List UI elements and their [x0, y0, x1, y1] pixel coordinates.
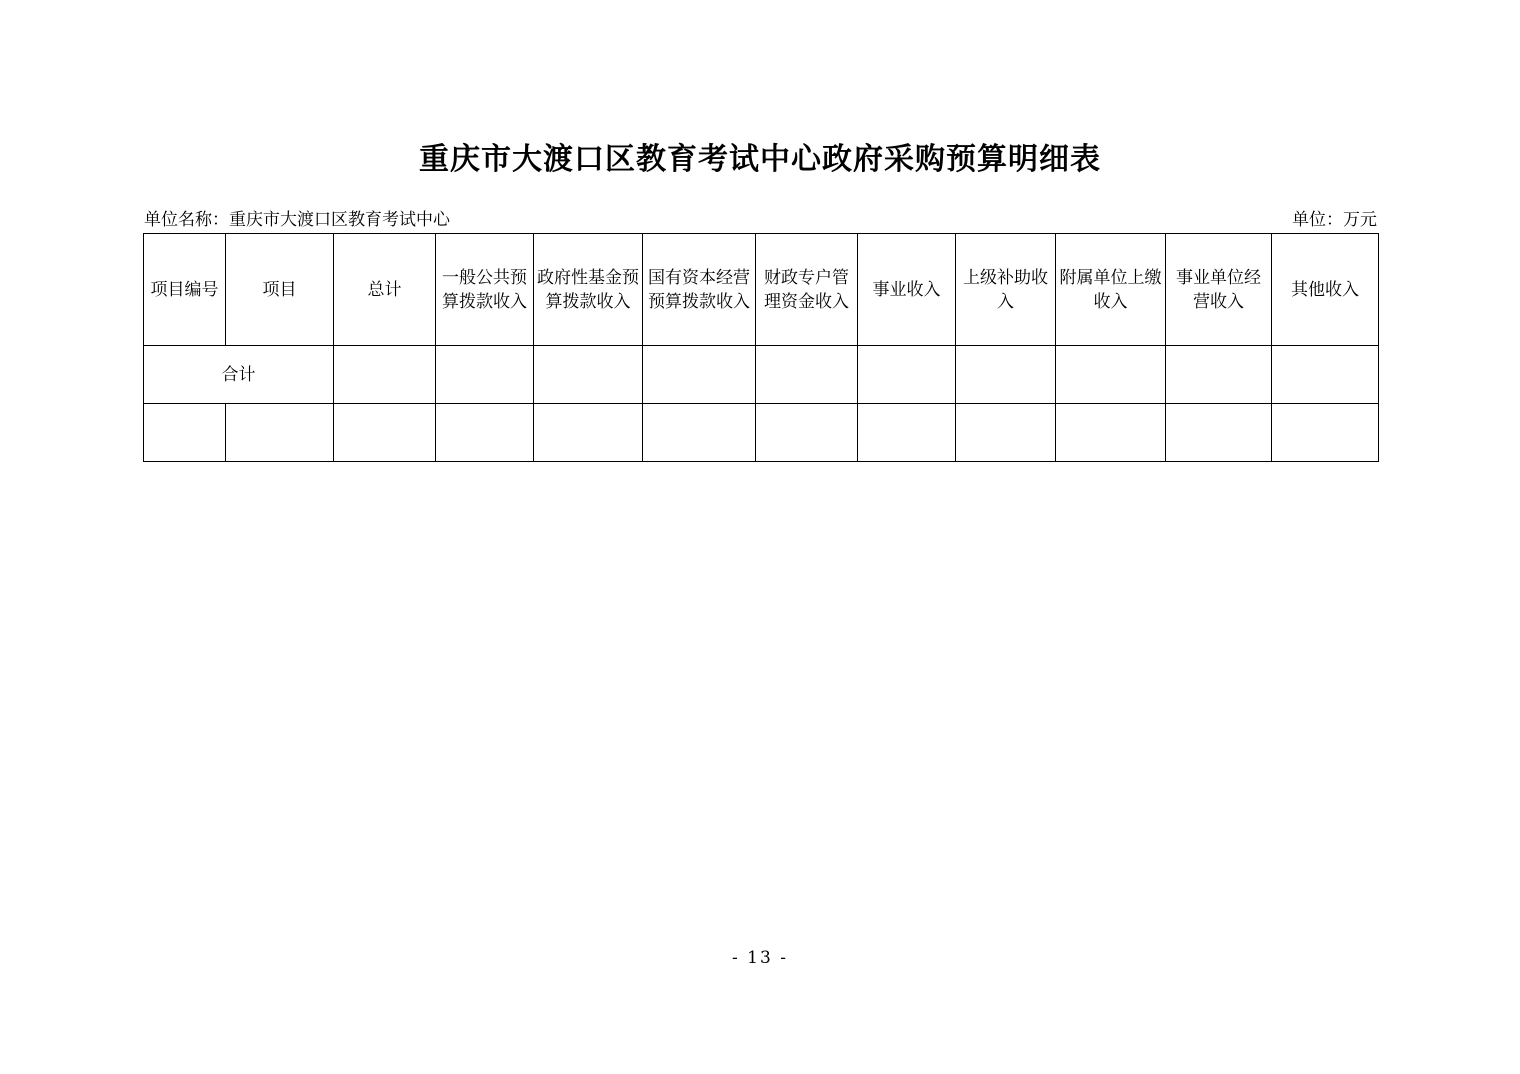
table-cell [534, 346, 643, 404]
table-row [144, 404, 1379, 462]
header-gov-fund: 政府性基金预算拨款收入 [534, 234, 643, 346]
header-state-capital: 国有资本经营预算拨款收入 [643, 234, 756, 346]
header-superior-subsidy: 上级补助收入 [956, 234, 1056, 346]
table-cell [436, 404, 534, 462]
table-cell [1166, 346, 1272, 404]
budget-table [143, 233, 1379, 462]
table-cell [436, 346, 534, 404]
table-cell [756, 346, 858, 404]
total-label: 合计 [144, 346, 334, 404]
table-cell [643, 404, 756, 462]
header-operating-income: 事业单位经营收入 [1166, 234, 1272, 346]
document-title: 重庆市大渡口区教育考试中心政府采购预算明细表 [419, 142, 1101, 177]
table-cell [756, 404, 858, 462]
header-special-account: 财政专户管理资金收入 [756, 234, 858, 346]
table-cell [534, 404, 643, 462]
header-row [144, 234, 1379, 346]
table-cell [858, 404, 956, 462]
page-number: - 13 - [732, 948, 788, 968]
header-project-code: 项目编号 [144, 234, 226, 346]
table-cell [956, 404, 1056, 462]
table-cell [1056, 346, 1166, 404]
table-cell [334, 404, 436, 462]
table-cell [1056, 404, 1166, 462]
table-cell [956, 346, 1056, 404]
header-business-income: 事业收入 [858, 234, 956, 346]
table-cell [858, 346, 956, 404]
table-cell [144, 404, 226, 462]
table-cell [334, 346, 436, 404]
header-total: 总计 [334, 234, 436, 346]
unit-label: 单位：万元 [1292, 210, 1377, 230]
header-general-budget: 一般公共预算拨款收入 [436, 234, 534, 346]
table-cell [226, 404, 334, 462]
header-project: 项目 [226, 234, 334, 346]
header-affiliated-payment: 附属单位上缴收入 [1056, 234, 1166, 346]
meta-row [144, 208, 1377, 232]
total-row [144, 346, 1379, 404]
table-cell [643, 346, 756, 404]
table-cell [1272, 346, 1379, 404]
header-other-income: 其他收入 [1272, 234, 1379, 346]
table-cell [1272, 404, 1379, 462]
unit-name-label: 单位名称：重庆市大渡口区教育考试中心 [144, 210, 450, 230]
table-cell [1166, 404, 1272, 462]
